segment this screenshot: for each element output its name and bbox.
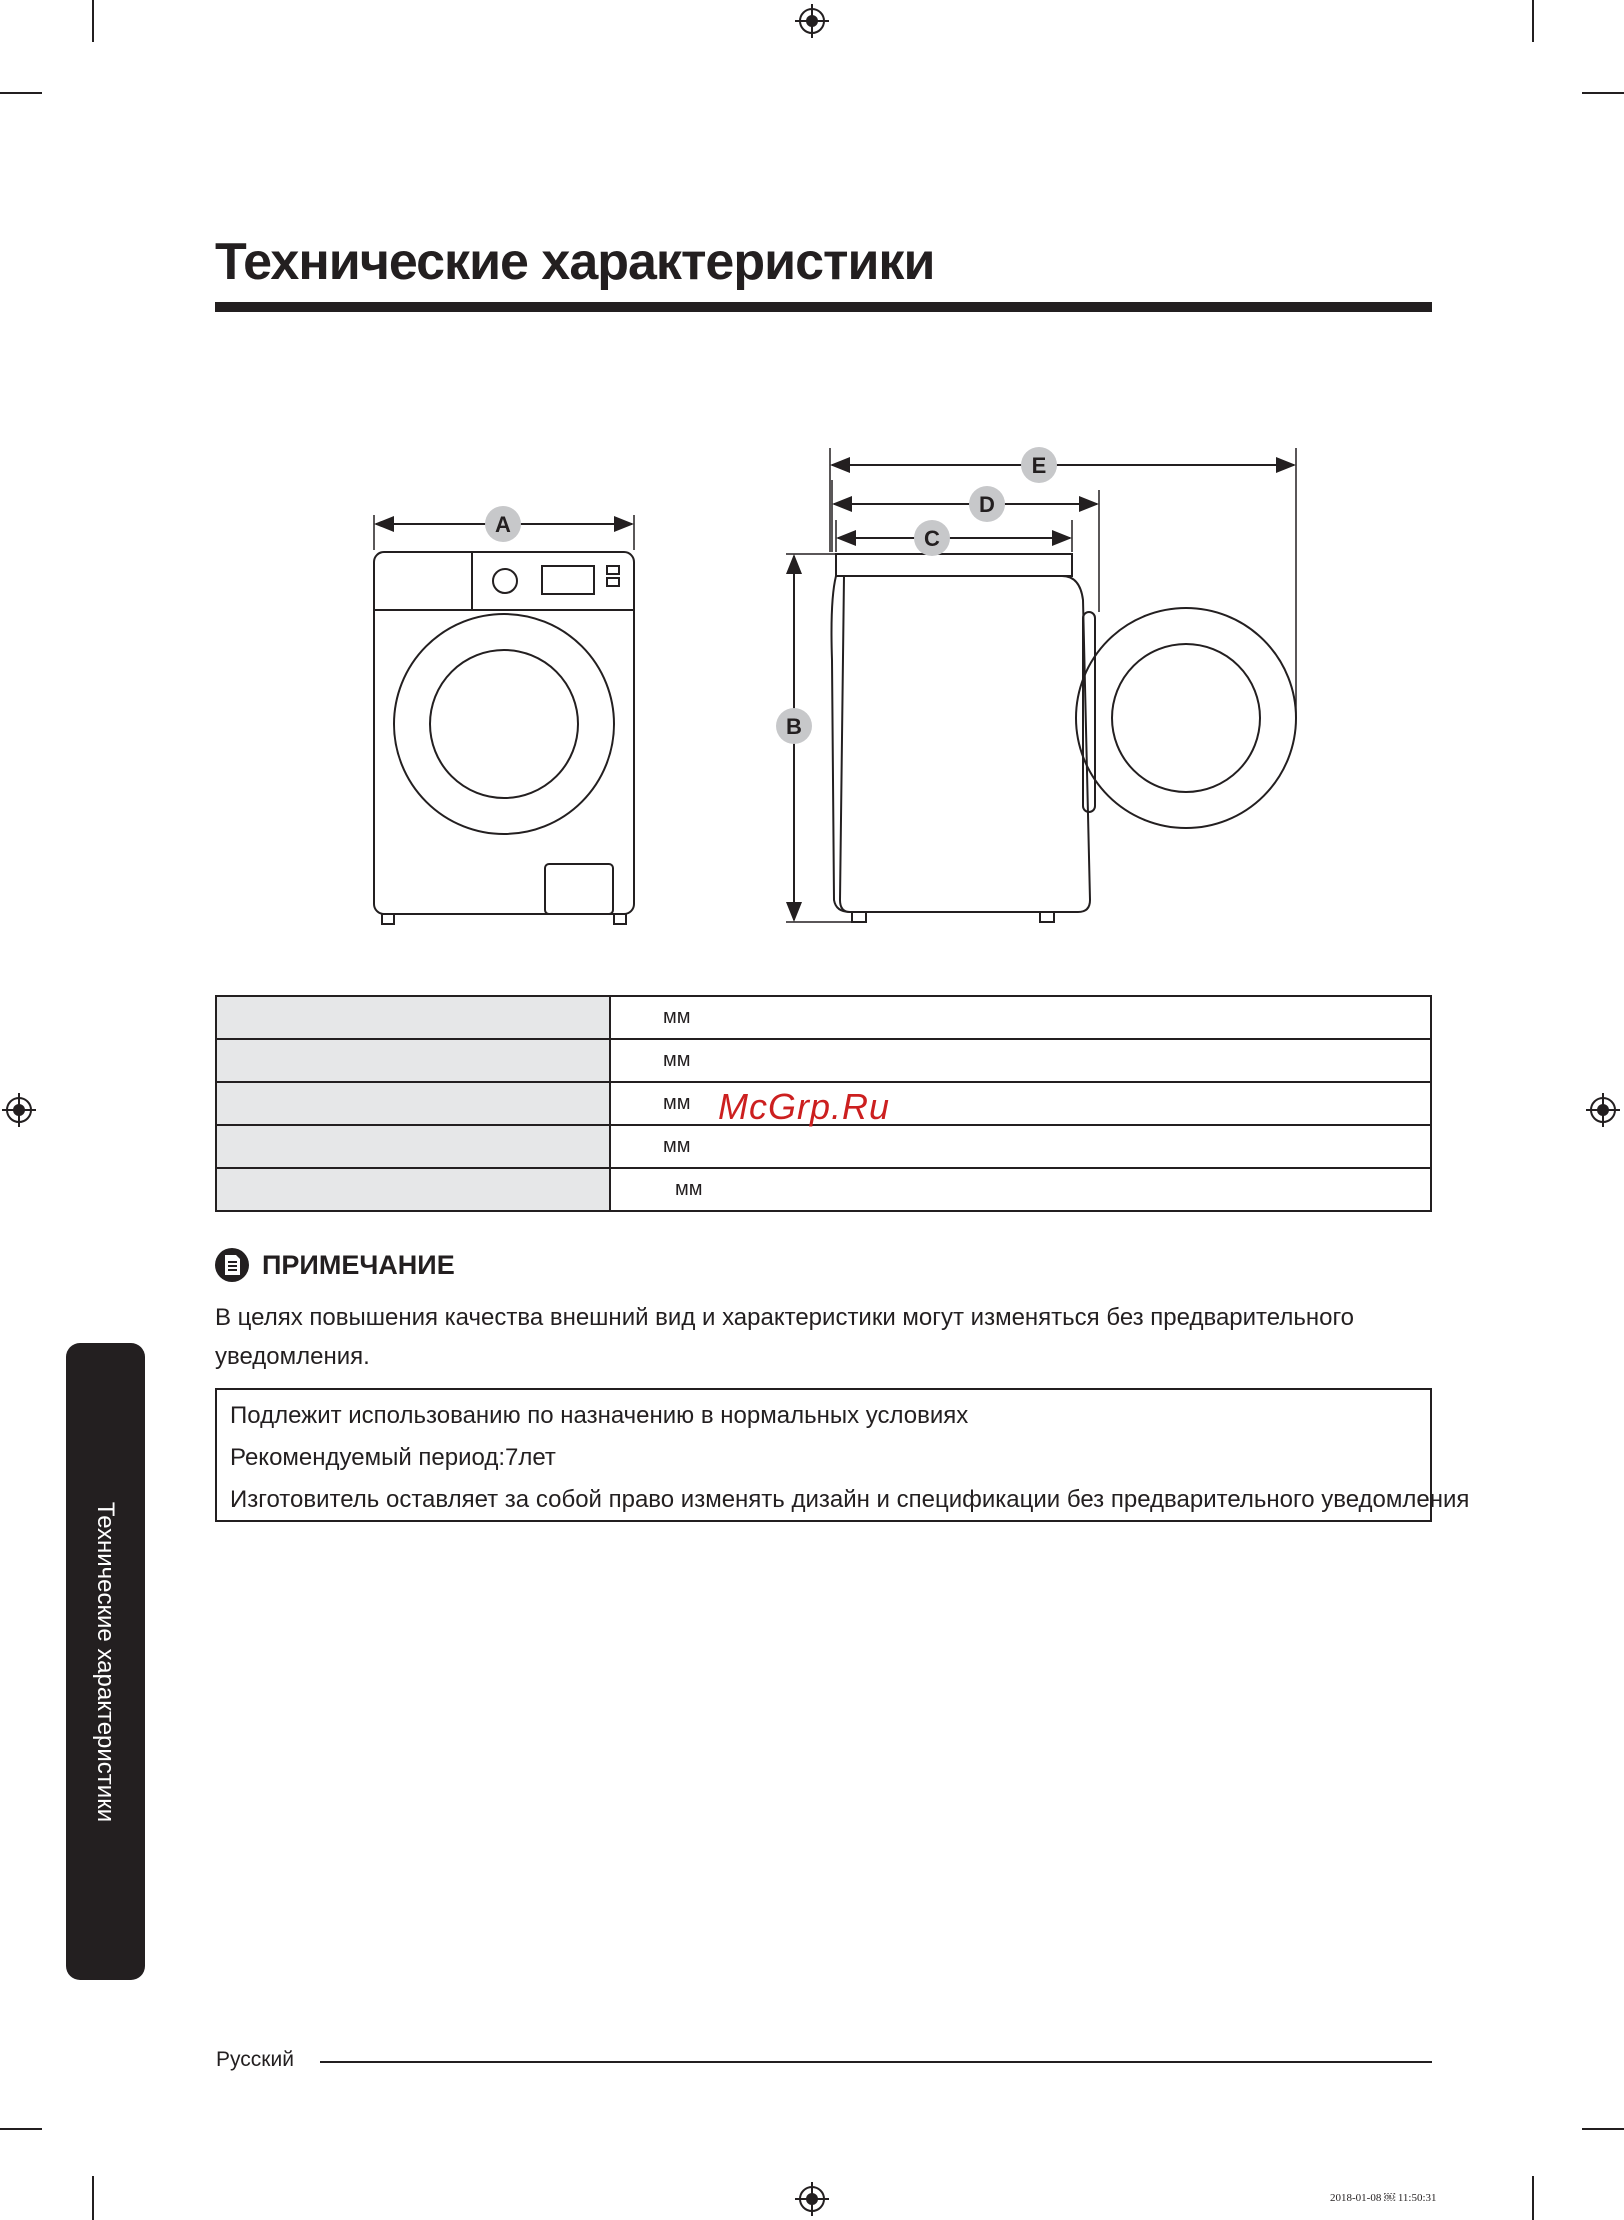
crop-mark <box>1582 2128 1624 2130</box>
table-label-cell <box>216 1168 610 1211</box>
crop-mark <box>92 0 94 42</box>
table-value-cell: мм <box>610 1125 1431 1168</box>
dimension-label-c <box>914 520 950 556</box>
usage-info-box <box>215 1388 1470 1522</box>
section-side-tab <box>66 1343 145 1980</box>
crop-mark <box>0 2128 42 2130</box>
side-tab-label: Технические характеристики <box>92 1501 120 1822</box>
dimension-label-b <box>776 708 812 744</box>
table-label-cell <box>216 1125 610 1168</box>
table-label-cell <box>216 996 610 1039</box>
table-row <box>216 1168 1431 1211</box>
note-icon <box>215 1248 249 1282</box>
dimension-label-a <box>485 506 521 542</box>
note-heading: ПРИМЕЧАНИЕ <box>262 1250 455 1280</box>
dimension-label-e <box>1021 447 1057 483</box>
watermark-text: McGrp.Ru <box>718 1086 891 1127</box>
footer-language: Русский <box>216 2048 294 2071</box>
print-stamp: 2018-01-08 ￼ 11:50:31 <box>1330 2192 1437 2204</box>
footer-rule <box>320 2061 1432 2063</box>
crop-mark <box>0 92 42 94</box>
registration-mark-icon <box>2 1093 36 1127</box>
table-row <box>216 1039 1431 1082</box>
page-title: Технические характеристики <box>215 233 935 291</box>
crop-mark <box>1532 0 1534 42</box>
crop-mark <box>92 2176 94 2220</box>
table-label-cell <box>216 1039 610 1082</box>
table-row <box>216 1125 1431 1168</box>
table-value-cell: мм <box>610 996 1431 1039</box>
service-period-line: Рекомендуемый период:7лет <box>230 1444 556 1471</box>
crop-mark <box>1582 92 1624 94</box>
note-text: В целях повышения качества внешний вид и характеристики могут изменяться без предварительного уведомления. <box>215 1304 1355 1370</box>
manufacturer-rights-line: Изготовитель оставляет за собой право изменять дизайн и спецификации без предварительного уведомления <box>230 1486 1470 1513</box>
svg-text:D: D <box>979 492 995 517</box>
washer-front-view <box>374 515 634 924</box>
svg-text:B: B <box>786 714 802 739</box>
title-underline <box>215 302 1432 312</box>
registration-mark-icon <box>795 4 829 38</box>
dimension-diagram <box>0 430 1624 950</box>
svg-text:E: E <box>1031 453 1047 478</box>
table-value-cell: мм <box>610 1168 1431 1211</box>
dimension-label-d <box>969 486 1005 522</box>
registration-mark-icon <box>795 2182 829 2216</box>
usage-info-line: Подлежит использованию по назначению в нормальных условиях <box>230 1402 969 1429</box>
svg-text:C: C <box>924 526 940 551</box>
crop-mark <box>1532 2176 1534 2220</box>
table-value-cell: мм <box>610 1039 1431 1082</box>
table-row <box>216 996 1431 1039</box>
table-value-cell: мм <box>610 1082 1431 1125</box>
svg-text:A: A <box>495 512 511 537</box>
registration-mark-icon <box>1586 1093 1620 1127</box>
washer-side-view <box>786 448 1296 922</box>
table-label-cell <box>216 1082 610 1125</box>
